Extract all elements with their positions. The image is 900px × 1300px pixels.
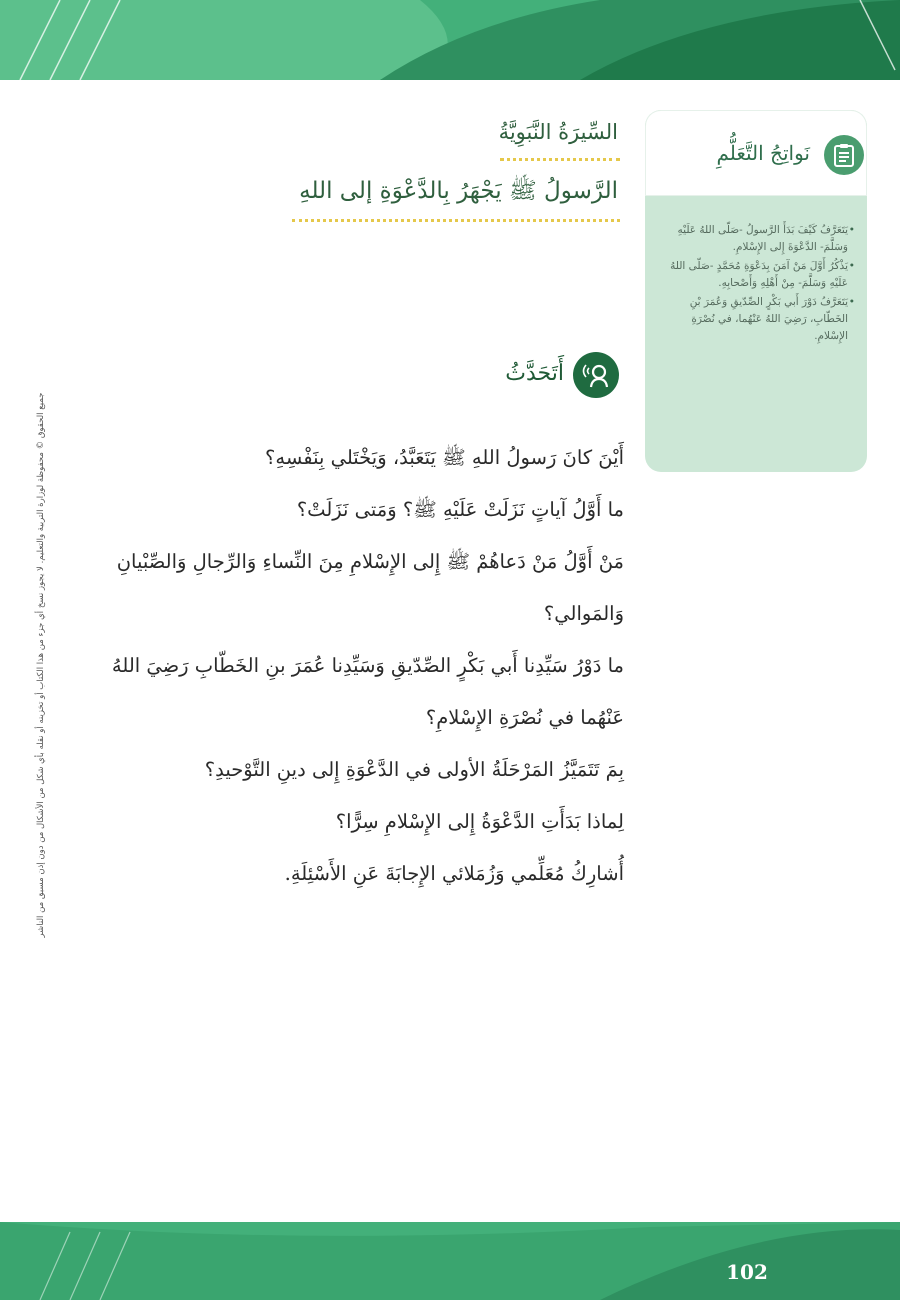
lesson-title: الرَّسولُ ﷺ يَجْهَرُ بِالدَّعْوَةِ إلى اللهِ <box>299 178 618 204</box>
question-item: ما أَوَّلُ آياتٍ نَزَلَتْ عَلَيْهِ ﷺ؟ وَمَتى نَزَلَتْ؟ <box>296 498 624 521</box>
learning-outcome-item: • يَتَعَرَّفُ دَوْرَ أَبي بَكْرٍ الصِّدّيقِ وَعُمَرَ بْنِ الخَطّابِ، رَضِيَ اللهُ عَنْهُما، في نُصْرَةِ الإِسْلامِ. <box>655 294 855 345</box>
learning-outcome-item: • يَتَعَرَّفُ كَيْفَ بَدَأَ الرَّسولُ -صَلّى اللهُ عَلَيْهِ وَسَلَّمَ- الدَّعْوَةَ إِلى الإِسْلامِ. <box>655 222 855 256</box>
question-item: ما دَوْرُ سَيِّدِنا أَبي بَكْرٍ الصِّدّيقِ وَسَيِّدِنا عُمَرَ بنِ الخَطّابِ رَضِيَ اللهُ عَنْهُما في نُصْرَةِ الإِسْلامِ؟ <box>111 654 624 729</box>
question-item: أُشارِكُ مُعَلِّمي وَزُمَلائي الإِجابَةَ عَنِ الأَسْئِلَةِ. <box>284 862 624 885</box>
learning-outcome-item: • يَذْكُرُ أَوَّلَ مَنْ آمَنَ بِدَعْوَةِ مُحَمَّدٍ -صَلّى اللهُ عَلَيْهِ وَسَلَّمَ- مِنْ أَهْلِهِ وَأَصْحابِهِ. <box>655 258 855 292</box>
question-item: مَنْ أَوَّلُ مَنْ دَعاهُمْ ﷺ إِلى الإِسْلامِ مِنَ النِّساءِ وَالرِّجالِ وَالصِّبْيانِ وَالمَوالي؟ <box>116 550 624 625</box>
copyright-side-note <box>34 300 48 1030</box>
learning-outcomes-header <box>645 110 867 196</box>
lesson-subject: السِّيرَةُ النَّبَوِيَّةُ <box>498 120 618 144</box>
top-decorative-band <box>0 0 900 80</box>
speak-section-heading: أَتَحَدَّثُ <box>505 361 564 386</box>
dotted-divider <box>500 158 620 161</box>
question-item: لِماذا بَدَأَتِ الدَّعْوَةُ إِلى الإِسْلامِ سِرًّا؟ <box>335 810 624 833</box>
learning-outcomes-list <box>655 222 855 347</box>
copyright-text: جميع الحقوق © محفوظة لوزارة التربية والتعليم. لا يجوز نسخ أي جزء من هذا الكتاب أو تخزينه أو نقله بأي شكل من الأشكال من دون إذن مسبق من الناشر <box>36 392 46 938</box>
learning-outcomes-panel <box>645 110 867 472</box>
question-item: أَيْنَ كانَ رَسولُ اللهِ ﷺ يَتَعَبَّدُ، وَيَخْتَلي بِنَفْسِهِ؟ <box>265 446 624 469</box>
page-number: 102 <box>726 1260 768 1284</box>
dotted-divider <box>292 219 620 222</box>
learning-outcomes-title: نَواتِجُ التَّعَلُّمِ <box>716 141 810 165</box>
speaking-head-icon <box>573 352 619 398</box>
clipboard-list-icon <box>824 135 864 175</box>
question-item: بِمَ تَتَمَيَّزُ المَرْحَلَةُ الأولى في الدَّعْوَةِ إِلى دينِ التَّوْحيدِ؟ <box>204 758 624 781</box>
discussion-questions <box>70 432 624 900</box>
